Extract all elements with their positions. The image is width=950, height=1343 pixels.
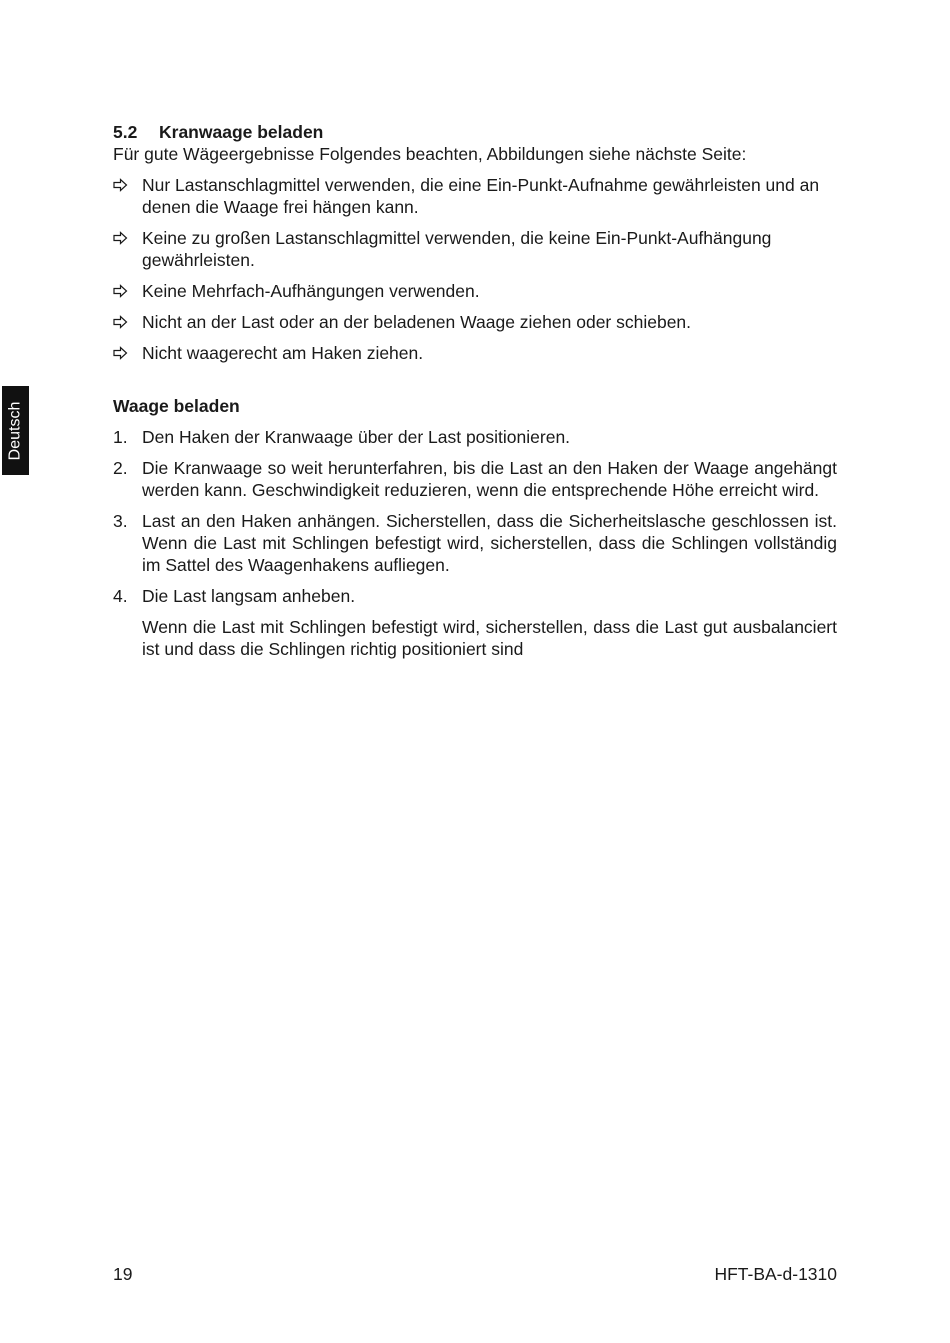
step-item [113,457,837,501]
list-item [113,311,837,333]
section-title: Kranwaage beladen [159,122,324,142]
step-item [113,510,837,576]
page-number: 19 [113,1264,133,1284]
hollow-right-arrow-icon [113,231,128,245]
list-item [113,342,837,364]
list-item-text: Nicht waagerecht am Haken ziehen. [142,343,424,363]
list-item [113,227,837,271]
list-item [113,280,837,302]
list-item [113,174,837,218]
step-text: Den Haken der Kranwaage über der Last positionieren. [142,427,571,447]
language-tab [2,386,29,475]
hollow-right-arrow-icon [113,284,128,298]
hollow-right-arrow-icon [113,178,128,192]
step-item [113,426,837,448]
list-item-text: Nur Lastanschlagmittel verwenden, die eine Ein-Punkt-Aufnahme gewährleisten und an denen die Waage frei hängen kann. [142,175,820,217]
language-tab-label: Deutsch [6,401,24,460]
list-item-text: Keine Mehrfach-Aufhängungen verwenden. [142,281,480,301]
list-item-text: Keine zu großen Lastanschlagmittel verwenden, die keine Ein-Punkt-Aufhängung gewährleisten. [142,228,772,270]
list-item-text: Nicht an der Last oder an der beladenen Waage ziehen oder schieben. [142,312,692,332]
step-number: 3. [113,511,128,531]
section-heading [113,121,837,143]
step-number: 4. [113,586,128,606]
step-text: Die Kranwaage so weit herunterfahren, bis die Last an den Haken der Waage angehängt werden kann. Geschwindigkeit reduzieren, wenn die entsprechende Höhe erreicht wird. [142,458,837,500]
hollow-right-arrow-icon [113,315,128,329]
step-note: Wenn die Last mit Schlingen befestigt wird, sicherstellen, dass die Last gut ausbalanciert ist und dass die Schlingen richtig positioniert sind [142,617,837,659]
advice-list [113,174,837,364]
step-item [113,585,837,607]
document-code: HFT-BA-d-1310 [714,1264,837,1284]
step-text: Last an den Haken anhängen. Sicherstellen, dass die Sicherheitslasche geschlossen ist. Wenn die Last mit Schlingen befestigt wird, sicherstellen, dass die Schlingen vollständig im Sattel des Waagenhakens aufliegen. [142,511,837,575]
hollow-right-arrow-icon [113,346,128,360]
step-number: 2. [113,458,128,478]
step-text: Die Last langsam anheben. [142,586,356,606]
steps-list [113,426,837,607]
subsection-heading: Waage beladen [113,396,240,416]
section-intro: Für gute Wägeergebnisse Folgendes beachten, Abbildungen siehe nächste Seite: [113,144,747,164]
step-number: 1. [113,427,128,447]
page-content [113,121,837,660]
section-number: 5.2 [113,122,138,142]
